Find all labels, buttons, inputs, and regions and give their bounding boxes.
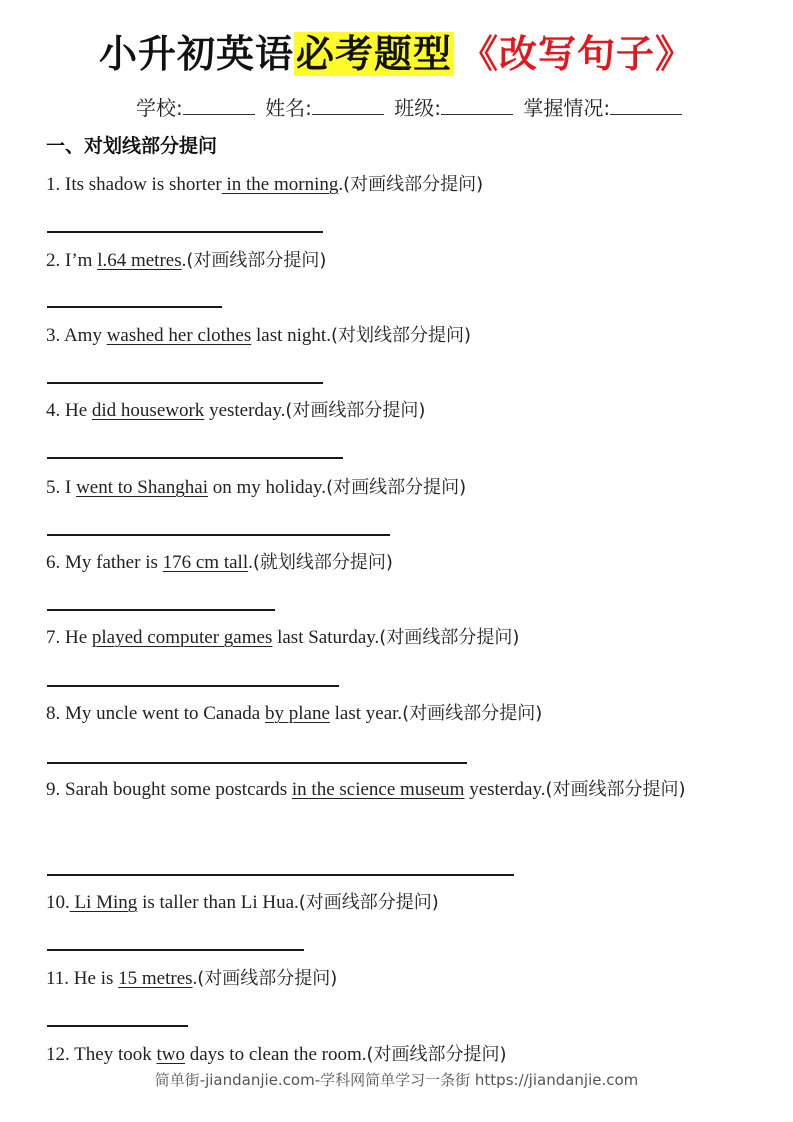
answer-line-5[interactable] — [47, 534, 390, 536]
info-name-blank[interactable] — [312, 96, 384, 115]
question-5 — [46, 469, 766, 506]
answer-line-1[interactable] — [47, 231, 323, 233]
question-text: last night. — [251, 325, 331, 346]
answer-line-2[interactable] — [47, 306, 222, 308]
question-instruction: (对画线部分提问) — [545, 779, 686, 800]
question-text: I’m — [60, 250, 98, 271]
question-text: last Saturday. — [272, 627, 380, 648]
question-instruction: (对画线部分提问) — [343, 174, 484, 195]
underlined-part: in the science museum — [291, 779, 465, 800]
question-text: Its shadow is shorter — [60, 174, 222, 195]
answer-line-7[interactable] — [47, 685, 339, 687]
question-instruction: (对画线部分提问) — [379, 627, 520, 648]
question-text: . — [248, 552, 253, 573]
info-name — [265, 94, 388, 122]
question-3 — [46, 317, 766, 354]
question-number: 9. — [46, 779, 61, 800]
question-instruction: (就划线部分提问) — [252, 552, 393, 573]
underlined-part: l.64 metres — [97, 250, 182, 271]
question-instruction: (对划线部分提问) — [330, 325, 472, 346]
answer-line-3[interactable] — [47, 382, 323, 384]
question-9 — [46, 771, 766, 808]
question-text: Sarah bought some postcards — [60, 779, 292, 800]
question-text: They took — [69, 1044, 157, 1065]
underlined-part: played computer games — [91, 627, 273, 648]
question-instruction: (对画线部分提问) — [186, 250, 327, 271]
page-title — [0, 30, 793, 78]
question-7 — [46, 619, 766, 656]
question-instruction: (对画线部分提问) — [298, 892, 439, 913]
question-10 — [46, 884, 766, 921]
question-2 — [46, 242, 766, 279]
question-instruction: (对画线部分提问) — [197, 968, 338, 989]
answer-line-8[interactable] — [47, 762, 467, 764]
info-mastery-blank[interactable] — [610, 96, 682, 115]
question-text: . — [192, 968, 198, 989]
question-number: 8. — [46, 703, 61, 724]
underlined-part: in the morning — [221, 174, 339, 195]
question-number: 1. — [46, 174, 61, 195]
question-text: My father is — [60, 552, 163, 573]
info-class-label: 班级: — [394, 96, 441, 120]
info-school-blank[interactable] — [183, 96, 255, 115]
info-mastery-label: 掌握情况: — [523, 96, 611, 120]
question-instruction: (对画线部分提问) — [366, 1044, 507, 1065]
question-text: is taller than Li Hua. — [137, 892, 299, 913]
question-6 — [46, 544, 766, 581]
question-number: 10. — [46, 892, 70, 913]
info-name-label: 姓名: — [265, 96, 312, 120]
question-12 — [46, 1036, 766, 1073]
info-mastery — [523, 94, 686, 122]
question-text: last year. — [329, 703, 403, 724]
title-main: 小升初英语 — [98, 32, 294, 76]
question-text: He is — [69, 968, 119, 989]
question-text: . — [181, 250, 187, 271]
question-number: 7. — [46, 627, 61, 648]
underlined-part: 176 cm tall — [162, 552, 249, 573]
question-number: 6. — [46, 552, 61, 573]
question-text: . — [338, 174, 344, 195]
answer-line-9[interactable] — [47, 874, 514, 876]
question-text: He — [60, 400, 92, 421]
answer-line-10[interactable] — [47, 949, 304, 951]
info-school — [136, 94, 259, 122]
question-text: I — [60, 477, 77, 498]
question-4 — [46, 392, 766, 429]
question-instruction: (对画线部分提问) — [402, 703, 543, 724]
answer-line-4[interactable] — [47, 457, 343, 459]
info-class — [394, 94, 517, 122]
question-instruction: (对画线部分提问) — [285, 400, 426, 421]
question-text: days to clean the room. — [184, 1044, 367, 1065]
underlined-part: by plane — [264, 703, 330, 724]
underlined-part: two — [156, 1044, 185, 1065]
title-topic: 《改写句子》 — [460, 32, 695, 76]
student-info-line — [136, 94, 776, 122]
question-number: 3. — [46, 325, 61, 346]
question-number: 2. — [46, 250, 61, 271]
underlined-part: went to Shanghai — [76, 477, 209, 498]
underlined-part: 15 metres — [118, 968, 193, 989]
section-heading: 一、对划线部分提问 — [46, 135, 218, 157]
question-8 — [46, 695, 766, 732]
question-1 — [46, 166, 766, 203]
underlined-part: washed her clothes — [106, 325, 252, 346]
question-number: 4. — [46, 400, 61, 421]
answer-line-6[interactable] — [47, 609, 275, 611]
question-text: on my holiday. — [208, 477, 327, 498]
underlined-part: Li Ming — [69, 892, 138, 913]
answer-line-11[interactable] — [47, 1025, 188, 1027]
question-text: Amy — [60, 325, 107, 346]
question-number: 11. — [46, 968, 70, 989]
question-text: My uncle went to Canada — [60, 703, 265, 724]
question-number: 5. — [46, 477, 61, 498]
footer-watermark: 简单街-jiandanjie.com-学科网简单学习一条街 https://jiandanjie.com — [154, 1071, 639, 1089]
question-text: yesterday. — [204, 400, 286, 421]
question-text: yesterday. — [464, 779, 546, 800]
question-instruction: (对画线部分提问) — [326, 477, 467, 498]
question-text: He — [60, 627, 92, 648]
title-highlight: 必考题型 — [295, 32, 452, 76]
question-number: 12. — [46, 1044, 70, 1065]
question-11 — [46, 960, 766, 997]
info-school-label: 学校: — [136, 96, 183, 120]
info-class-blank[interactable] — [441, 96, 513, 115]
underlined-part: did housework — [91, 400, 205, 421]
